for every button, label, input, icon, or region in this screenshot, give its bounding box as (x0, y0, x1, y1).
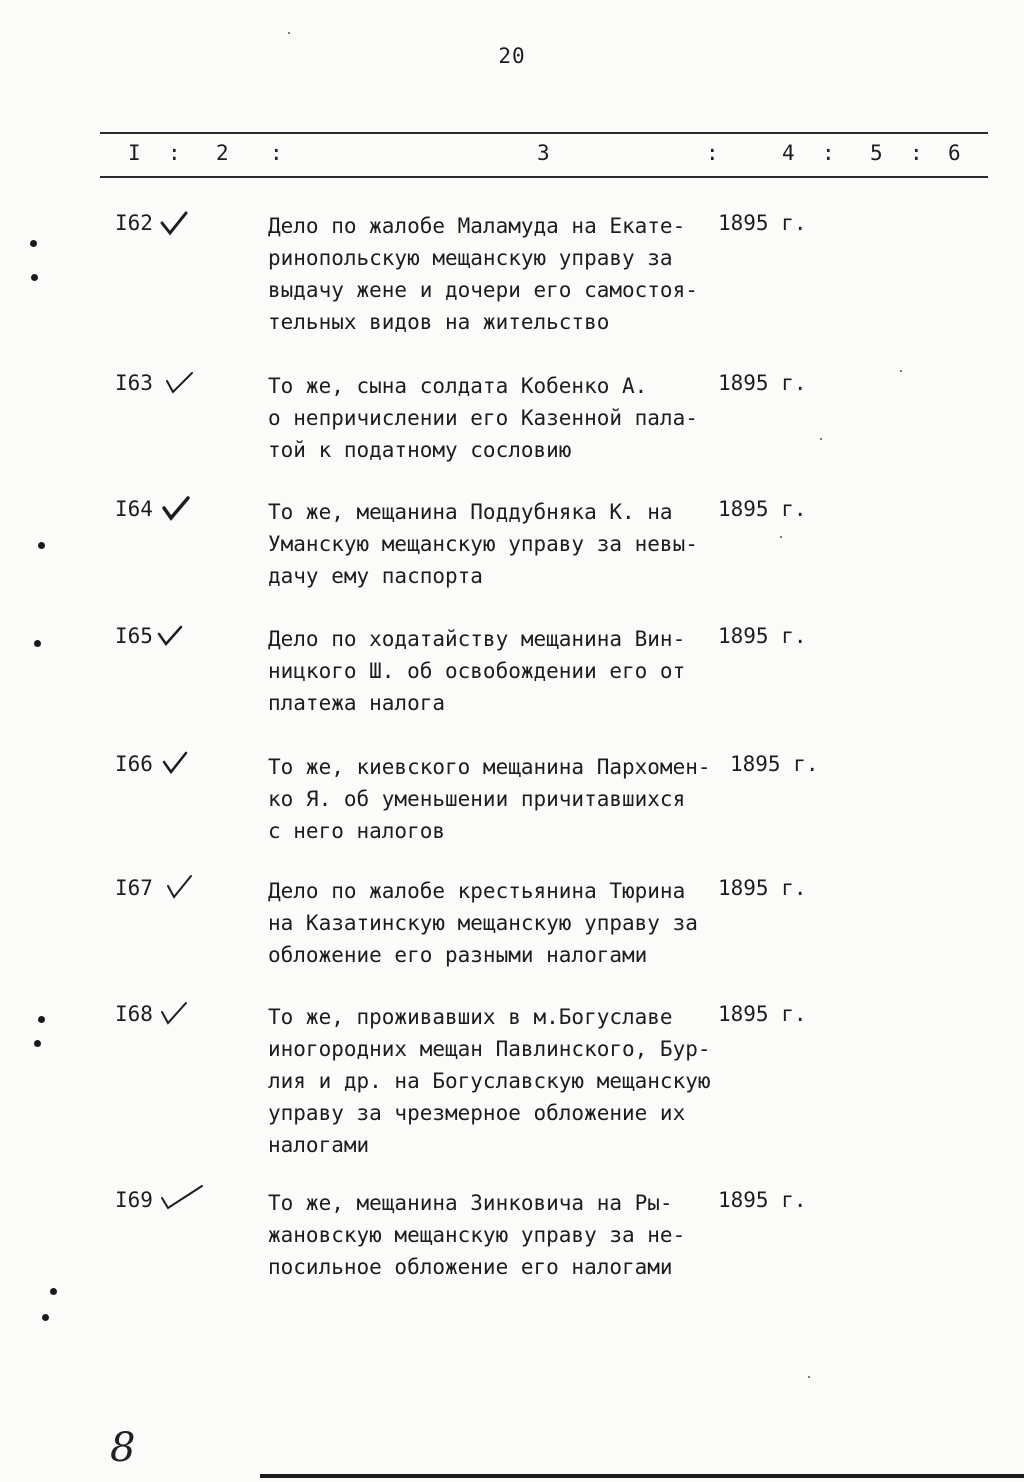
page-bottom-edge (260, 1474, 1024, 1478)
record-year: 1895 г. (718, 497, 807, 521)
column-separator: : (910, 141, 923, 165)
record-number: I66 (115, 752, 153, 776)
record-number: I69 (115, 1188, 153, 1212)
column-separator: : (822, 141, 835, 165)
column-1-header: I (128, 141, 141, 165)
header-bottom-rule (100, 176, 988, 178)
record-number: I63 (115, 371, 153, 395)
checkmark-icon (163, 872, 197, 902)
record-description: То же, мещанина Поддубняка К. на Уманскую мещанскую управу за невы- дачу ему паспорта (268, 500, 698, 588)
checkmark-icon (158, 998, 192, 1028)
margin-mark (38, 542, 45, 549)
column-separator: : (706, 141, 719, 165)
table-header (0, 141, 1024, 171)
checkmark-icon (160, 748, 194, 778)
record-year: 1895 г. (718, 876, 807, 900)
record-year: 1895 г. (718, 371, 807, 395)
scan-speck (288, 32, 290, 34)
record-description: Дело по ходатайству мещанина Вин- ницкого Ш. об освобождении его от платежа налога (268, 627, 686, 715)
margin-mark (38, 1016, 45, 1023)
record-number: I65 (115, 624, 153, 648)
record-number: I68 (115, 1002, 153, 1026)
header-top-rule (100, 132, 988, 134)
scan-speck (900, 370, 902, 372)
column-4-header: 4 (782, 141, 795, 165)
column-6-header: 6 (948, 141, 961, 165)
margin-mark (42, 1314, 49, 1321)
margin-mark (34, 1040, 41, 1047)
record-description: Дело по жалобе крестьянина Тюрина на Казатинскую мещанскую управу за обложение его разными налогами (268, 879, 698, 967)
checkmark-icon (162, 367, 196, 397)
checkmark-icon (158, 207, 192, 237)
margin-mark (34, 640, 41, 647)
scan-speck (820, 438, 822, 440)
page-number: 20 (498, 44, 526, 68)
column-separator: : (270, 141, 283, 165)
sheet-number: 8 (110, 1425, 136, 1471)
margin-mark (30, 240, 37, 247)
checkmark-icon (160, 493, 194, 523)
scan-speck (780, 536, 782, 538)
margin-mark (31, 274, 38, 281)
column-separator: : (168, 141, 181, 165)
record-description: Дело по жалобе Маламуда на Екате- ринопольскую мещанскую управу за выдачу жене и дочери его самостоя- тельных видов на жительство (268, 214, 698, 334)
record-number: I64 (115, 497, 153, 521)
checkmark-icon (155, 620, 189, 650)
record-number: I62 (115, 211, 153, 235)
record-description: То же, сына солдата Кобенко А. о непричислении его Казенной пала- той к податному сословию (268, 374, 698, 462)
record-year: 1895 г. (718, 1188, 807, 1212)
record-description: То же, проживавших в м.Богуславе иногородних мещан Павлинского, Бур- лия и др. на Богуславскую мещанскую управу за чрезмерное обложение их налогами (268, 1005, 711, 1157)
record-year: 1895 г. (718, 624, 807, 648)
record-year: 1895 г. (718, 1002, 807, 1026)
record-year: 1895 г. (730, 752, 819, 776)
margin-mark (50, 1288, 57, 1295)
record-description: То же, киевского мещанина Пархомен- ко Я. об уменьшении причитавшихся с него налогов (268, 755, 711, 843)
column-3-header: 3 (537, 141, 550, 165)
record-year: 1895 г. (718, 211, 807, 235)
column-5-header: 5 (870, 141, 883, 165)
record-number: I67 (115, 876, 153, 900)
checkmark-icon (158, 1184, 206, 1214)
column-2-header: 2 (216, 141, 229, 165)
record-description: То же, мещанина Зинковича на Ры- жановскую мещанскую управу за не- посильное обложение его налогами (268, 1191, 686, 1279)
scan-speck (808, 1376, 810, 1378)
